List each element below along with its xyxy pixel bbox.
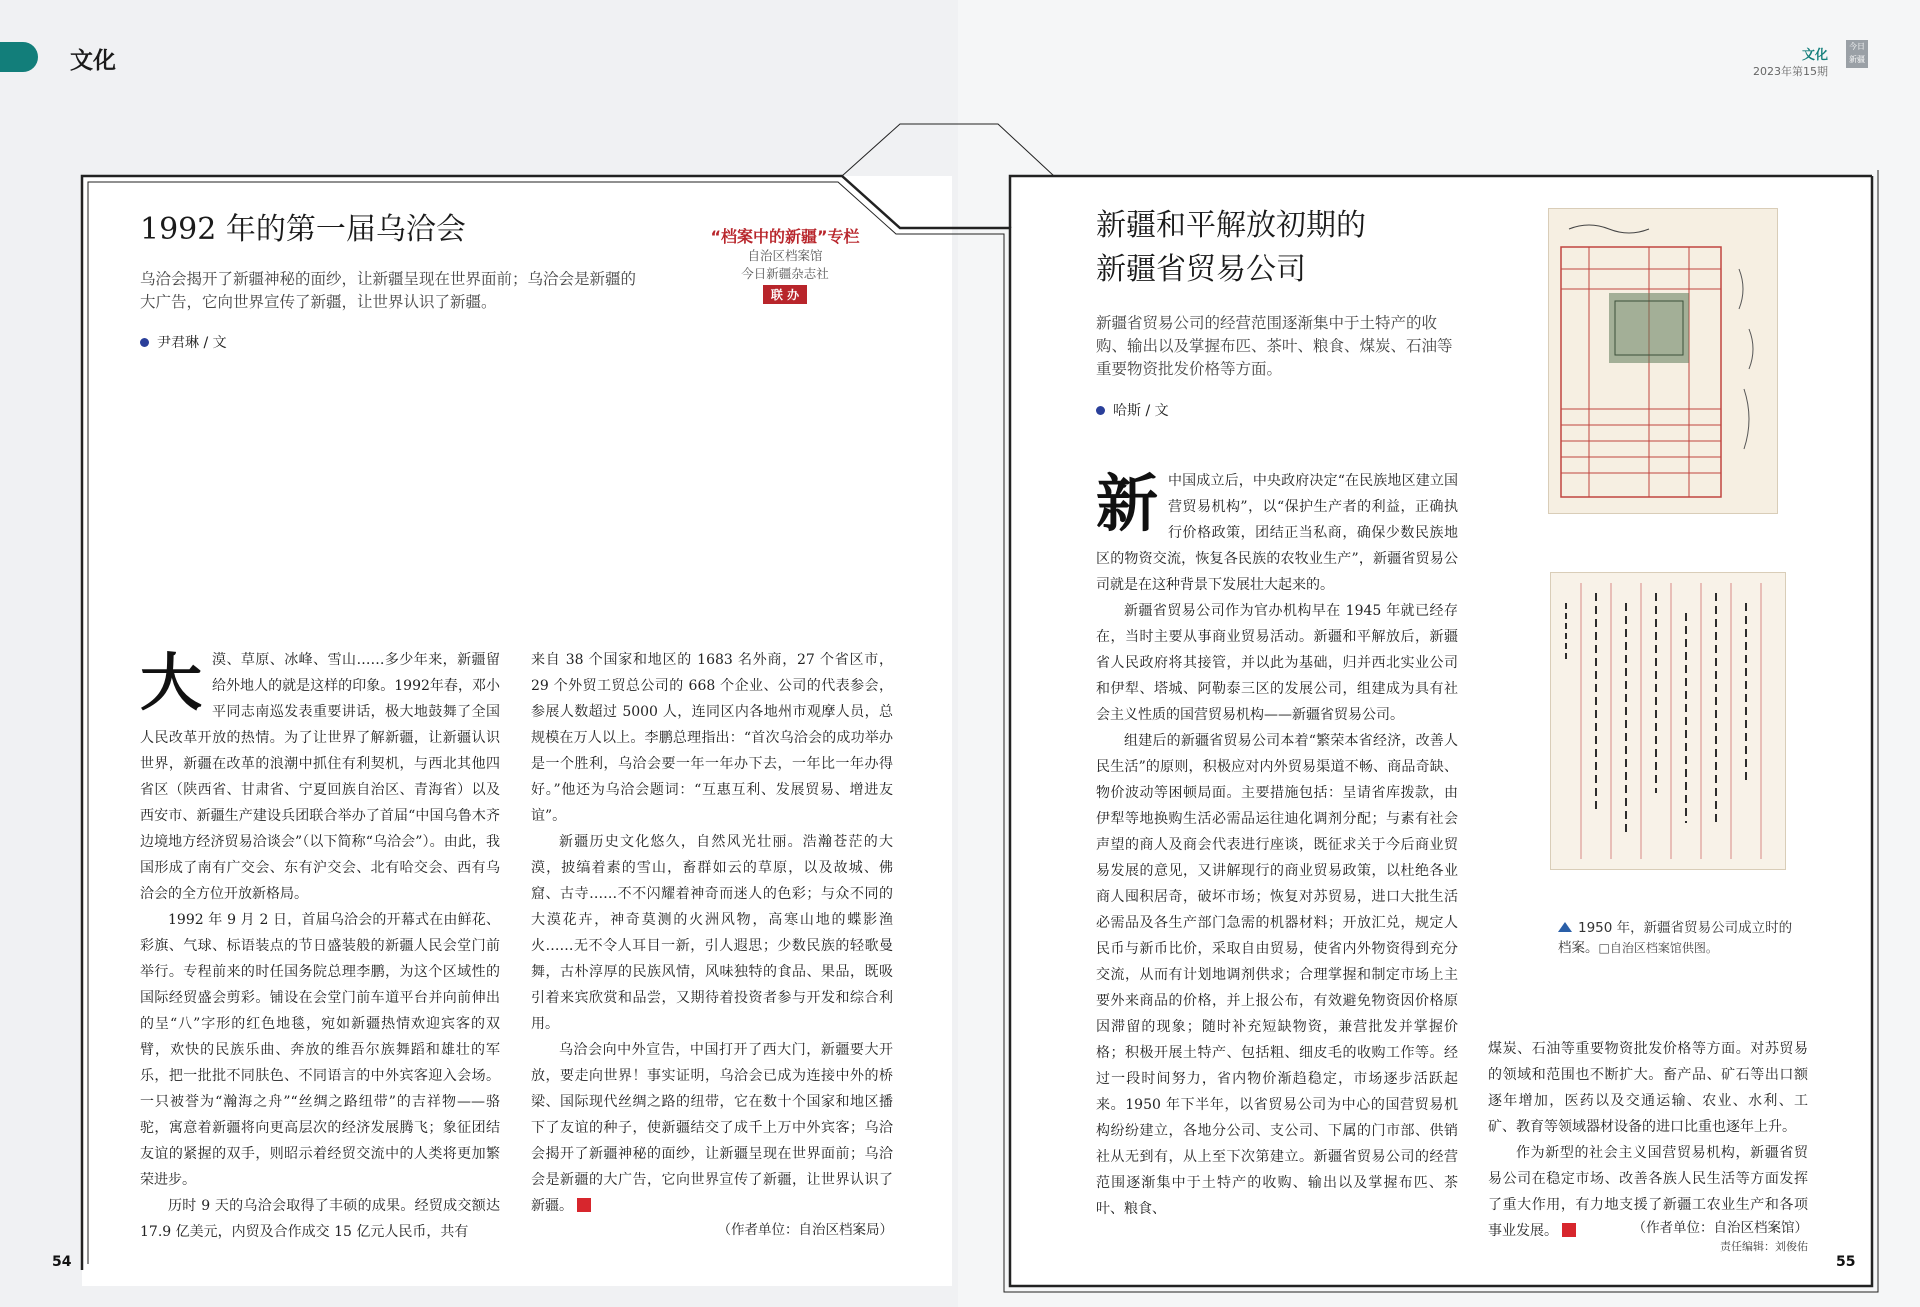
author-unit: （作者单位：自治区档案局） (717, 1222, 893, 1238)
body-paragraph: 来自 38 个国家和地区的 1683 名外商，27 个省区市，29 个外贸工贸总公司的 668 个企业、公司的代表参会，参展人数超过 5000 人，连同区内各地州市观摩人员，总规模在万人以上。李鹏总理指出：“首次乌洽会的成功举办是一个胜利，乌洽会要一年一年办下去，一年比一年办得好。”他还为乌洽会题词：“互惠互利、发展贸易、增进友谊”。 (531, 652, 893, 824)
editor-credit: 责任编辑：刘俊佑 (1720, 1240, 1808, 1253)
caption-text: 1950 年，新疆省贸易公司成立时的档案。 (1558, 920, 1793, 956)
column-badge (700, 224, 870, 304)
column-badge-joint: 联 办 (763, 285, 807, 304)
caption-triangle-icon (1558, 922, 1572, 932)
body-paragraph: 历时 9 天的乌洽会取得了丰硕的成果。经贸成交额达 17.9 亿美元，内贸及合作成交 15 亿元人民币，共有 (140, 1198, 500, 1240)
byline-dot-icon (140, 338, 149, 347)
body-column-2 (531, 647, 893, 1219)
section-label: 文化 (70, 48, 116, 74)
magazine-issue: 2023年第15期 (1753, 65, 1828, 78)
drop-cap: 新 (1096, 467, 1159, 540)
ledger-document-image (1549, 209, 1777, 513)
article-title-line2: 新疆省贸易公司 (1096, 252, 1306, 287)
article-title-line1: 新疆和平解放初期的 (1096, 208, 1366, 243)
byline (1096, 400, 1169, 420)
body-paragraph: 新疆省贸易公司作为官办机构早在 1945 年就已经存在，当时主要从事商业贸易活动。新疆和平解放后，新疆省人民政府将其接管，并以此为基础，归并西北实业公司和伊犁、塔城、阿勒泰三区的发展公司，组建成为具有社会主义性质的国营贸易机构——新疆省贸易公司。 (1096, 603, 1458, 723)
byline-author: 尹君琳 / 文 (157, 335, 227, 351)
body-paragraph: 中国成立后，中央政府决定“在民族地区建立国营贸易机构”，以“保护生产者的利益，正确执行价格政策，团结正当私商，确保少数民族地区的物资交流，恢复各民族的农牧业生产”，新疆省贸易公司就是在这种背景下发展壮大起来的。 (1096, 473, 1458, 593)
author-unit: （作者单位：自治区档案馆） (1632, 1220, 1808, 1236)
article-title: 1992 年的第一届乌洽会 (140, 212, 466, 247)
column-badge-line2: 今日新疆杂志社 (741, 266, 829, 281)
body-paragraph: 煤炭、石油等重要物资批发价格等方面。对苏贸易的领域和范围也不断扩大。畜产品、矿石等出口额逐年增加，医药以及交通运输、农业、水利、工矿、教育等领域器材设备的进口比重也逐年上升。 (1488, 1041, 1808, 1135)
article-lead: 乌洽会揭开了新疆神秘的面纱，让新疆呈现在世界面前；乌洽会是新疆的大广告，它向世界宣传了新疆，让世界认识了新疆。 (140, 270, 637, 311)
column-badge-line1: 自治区档案馆 (747, 248, 823, 263)
page-number: 55 (1836, 1254, 1856, 1270)
body-paragraph: 新疆历史文化悠久，自然风光壮丽。浩瀚苍茫的大漠，披缟着素的雪山，畜群如云的草原，以及故城、佛窟、古寺……不不闪耀着神奇而迷人的色彩；与众不同的大漠花卉，神奇莫测的火洲风物，高寒山地的蝶影渔火……无不令人耳目一新，引人遐思；少数民族的轻歌曼舞，古朴淳厚的民族风情，风味独特的食品、果品，既吸引着来宾欣赏和品尝，又期待着投资者参与开发和综合利用。 (531, 834, 893, 1032)
body-paragraph: 作为新型的社会主义国营贸易机构，新疆省贸易公司在稳定市场、改善各族人民生活等方面发挥了重大作用，有力地支援了新疆工农业生产和各项事业发展。 (1488, 1145, 1808, 1239)
right-page (958, 0, 1920, 1307)
byline (140, 332, 227, 352)
column-badge-title: “档案中的新疆”专栏 (710, 227, 860, 246)
body-paragraph: 组建后的新疆省贸易公司本着“繁荣本省经济，改善人民生活”的原则，积极应对内外贸易渠道不畅、商品奇缺、物价波动等困顿局面。主要措施包括：呈请省库拨款，由伊犁等地换购生活必需品运往迪化调剂分配；与素有社会声望的商人及商会代表进行座谈，既征求关于今后商业贸易发展的意见，又讲解现行的商业贸易政策，以杜绝各业商人囤积居奇，破坏市场；恢复对苏贸易，进口大批生活必需品及各生产部门急需的机器材料；开放汇兑，规定人民币与新币比价，采取自由贸易，使省内外物资得到充分交流，从而有计划地调剂供求；合理掌握和制定市场上主要外来商品的价格，并上报公布，有效避免物资因价格原因滞留的现象；随时补充短缺物资，兼营批发并掌握价格；积极开展土特产、包括粗、细皮毛的收购工作等。经过一段时间努力，省内物价渐趋稳定，市场逐步活跃起来。1950 年下半年，以省贸易公司为中心的国营贸易机构纷纷建立，各地分公司、支公司、下属的门市部、供销社从无到有，从上至下次第建立。新疆省贸易公司的经营范围逐渐集中于土特产的收购、输出以及掌握布匹、茶叶、粮食、 (1096, 733, 1458, 1217)
body-column-1 (1096, 468, 1458, 1222)
body-paragraph: 1992 年 9 月 2 日，首届乌洽会的开幕式在由鲜花、彩旗、气球、标语装点的节日盛装般的新疆人民会堂门前举行。专程前来的时任国务院总理李鹏，为这个区域性的国际经贸盛会剪彩。铺设在会堂门前车道平台并向前伸出的呈“八”字形的红色地毯，宛如新疆热情欢迎宾客的双臂，欢快的民族乐曲、奔放的维吾尔族舞蹈和雄壮的军乐，把一批批不同肤色、不同语言的中外宾客迎入会场。一只被誉为“瀚海之舟”“丝绸之路纽带”的吉祥物——骆驼，寓意着新疆将向更高层次的经济发展腾飞；象征团结友谊的紧握的双手，则昭示着经贸交流中的人类将更加繁荣进步。 (140, 912, 500, 1188)
magazine-logo: 今日新疆 (1846, 40, 1868, 68)
body-column-2 (1488, 1036, 1808, 1244)
article-title (1096, 204, 1366, 292)
body-paragraph: 乌洽会向中外宣告，中国打开了西大门，新疆要大开放，要走向世界！事实证明，乌洽会已成为连接中外的桥梁、国际现代丝绸之路的纽带，它在数十个国家和地区播下了友谊的种子，使新疆结交了成千上万中外宾客；乌洽会揭开了新疆神秘的面纱，让新疆呈现在世界面前；乌洽会是新疆的大广告，它向世界宣传了新疆，让世界认识了新疆。 (531, 1042, 893, 1214)
page-number: 54 (52, 1254, 72, 1270)
left-page (0, 0, 958, 1307)
byline-author: 哈斯 / 文 (1113, 403, 1169, 419)
byline-dot-icon (1096, 406, 1105, 415)
handwritten-document-image (1551, 573, 1785, 869)
caption-credit: □自治区档案馆供图。 (1598, 941, 1718, 955)
archive-document-photo-1 (1548, 208, 1778, 514)
photo-caption (1558, 918, 1798, 958)
drop-cap: 大 (140, 646, 203, 719)
body-column-1 (140, 647, 500, 1245)
archive-document-photo-2 (1550, 572, 1786, 870)
magazine-section: 文化 (1801, 48, 1828, 63)
article-lead: 新疆省贸易公司的经营范围逐渐集中于土特产的收购、输出以及掌握布匹、茶叶、粮食、煤炭、石油等重要物资批发价格等方面。 (1096, 314, 1453, 378)
end-mark-icon (577, 1198, 591, 1212)
body-paragraph: 漠、草原、冰峰、雪山……多少年来，新疆留给外地人的就是这样的印象。1992年春，邓小平同志南巡发表重要讲话，极大地鼓舞了全国人民改革开放的热情。为了让世界了解新疆，让新疆认识世界，新疆在改革的浪潮中抓住有利契机，与西北其他四省区（陕西省、甘肃省、宁夏回族自治区、青海省）以及西安市、新疆生产建设兵团联合举办了首届“中国乌鲁木齐边境地方经济贸易洽谈会”（以下简称“乌洽会”）。由此，我国形成了南有广交会、东有沪交会、北有哈交会、西有乌洽会的全方位开放新格局。 (140, 652, 500, 902)
